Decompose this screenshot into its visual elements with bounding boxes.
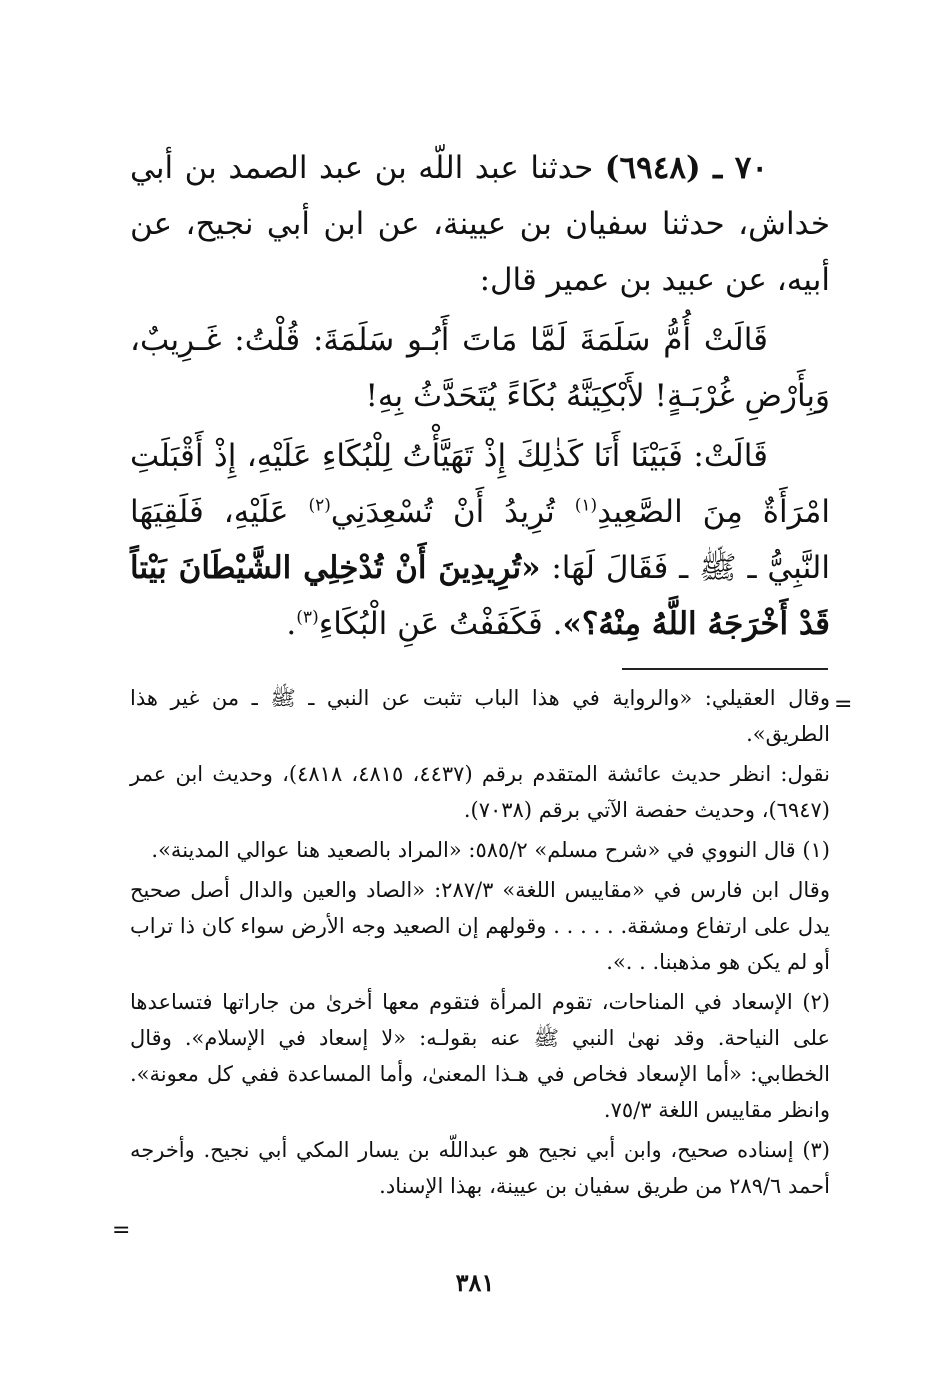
footnote-continued: وقال العقيلي: «والرواية في هذا الباب تثبت عن النبي ـ ﷺ ـ من غير هذا الطريق». — [130, 686, 830, 746]
hadith-isnad-paragraph — [130, 140, 830, 308]
footnote-ref-2[interactable]: (٢) — [308, 495, 331, 516]
footnote-2: (٢) الإسعاد في المناحات، تقوم المرأة فتقوم معها أخرىٰ من جاراتها فتساعدها على النياحة. وقد نهىٰ النبي ﷺ عنه بقولـه: «لا إسعاد في الإسلام». وقال الخطابي: «أما الإسعاد فخاص في هـذا المعنىٰ، وأما المساعدة ففي كل معونة». وانظر مقاييس اللغة ٧٥/٣. — [130, 990, 830, 1122]
prophet-saying: «تُرِيدِينَ أَنْ تُدْخِلِي الشَّيْطَانَ بَيْتاً قَدْ أَخْرَجَهُ اللَّهُ مِنْهُ؟» — [130, 550, 830, 642]
footnote-separator — [622, 668, 828, 670]
continuation-mark-bottom: = — [112, 1218, 131, 1243]
footnote-1-continued: وقال ابن فارس في «مقاييس اللغة» ٢٨٧/٣: «الصاد والعين والدال أصل صحيح يدل على ارتفاع ومشقة. . . . . . وقولهم إن الصعيد وجه الأرض سواء كان ذا تراب أو لم يكن هو مذهبنا. . .». — [130, 878, 830, 974]
hadith-text-2: قَالَتْ أُمُّ سَلَمَةَ لَمَّا مَاتَ أَبُـو سَلَمَةَ: قُلْتُ: غَـرِيبٌ، وَبِأَرْضِ غُرْبَـةٍ! لأَبْكِيَنَّهُ بُكَاءً يُتَحَدَّثُ بِهِ! — [130, 322, 830, 414]
footnote-ref-1[interactable]: (١) — [574, 495, 598, 516]
page-number: ٣٨١ — [455, 1268, 495, 1297]
hadith-text-3d: . فَكَفَفْتُ عَنِ الْبُكَاءِ — [318, 606, 563, 642]
footnotes — [130, 680, 830, 1208]
hadith-paragraph-3 — [130, 428, 830, 652]
footnote-3: (٣) إسناده صحيح، وابن أبي نجيح هو عبداللّه بن يسار المكي أبي نجيح. وأخرجه أحمد ٢٨٩/٦ من طريق سفيان بن عيينة، بهذا الإسناد. — [130, 1138, 830, 1198]
hadith-text-3c: عَلَيْهِ، فَلَقِيَهَا النَّبِيُّ ـ ﷺ ـ فَقَالَ لَهَا: — [130, 494, 830, 586]
continuation-mark-top: = — [834, 692, 853, 717]
isnad-text: حدثنا عبد اللّه بن عبد الصمد بن أبي خداش، حدثنا سفيان بن عيينة، عن ابن أبي نجيح، عن أبيه، عن عبيد بن عمير قال: — [130, 150, 830, 298]
footnote-1: (١) قال النووي في «شرح مسلم» ٥٨٥/٢: «المراد بالصعيد هنا عوالي المدينة». — [151, 838, 830, 862]
footnote-editor-note: نقول: انظر حديث عائشة المتقدم برقم (٤٤٣٧، ٤٨١٥، ٤٨١٨)، وحديث ابن عمر (٦٩٤٧)، وحديث حفصة الآتي برقم (٧٠٣٨). — [130, 762, 831, 822]
hadith-paragraph-2 — [130, 312, 830, 424]
hadith-text-3b: تُرِيدُ أَنْ تُسْعِدَنِي — [330, 494, 555, 530]
main-text — [130, 140, 830, 652]
footnote-ref-3[interactable]: (٣) — [296, 607, 319, 628]
hadith-text-end: . — [286, 606, 297, 642]
hadith-number: ٧٠ ـ (٦٩٤٨) — [604, 150, 768, 186]
hadith-text-3a: قَالَتْ: فَبَيْنَا أَنَا كَذٰلِكَ إِذْ تَهَيَّأْتُ لِلْبُكَاءِ عَلَيْهِ، إِذْ أَقْبَلَتِ امْرَأَةٌ مِنَ الصَّعِيدِ — [130, 438, 830, 530]
